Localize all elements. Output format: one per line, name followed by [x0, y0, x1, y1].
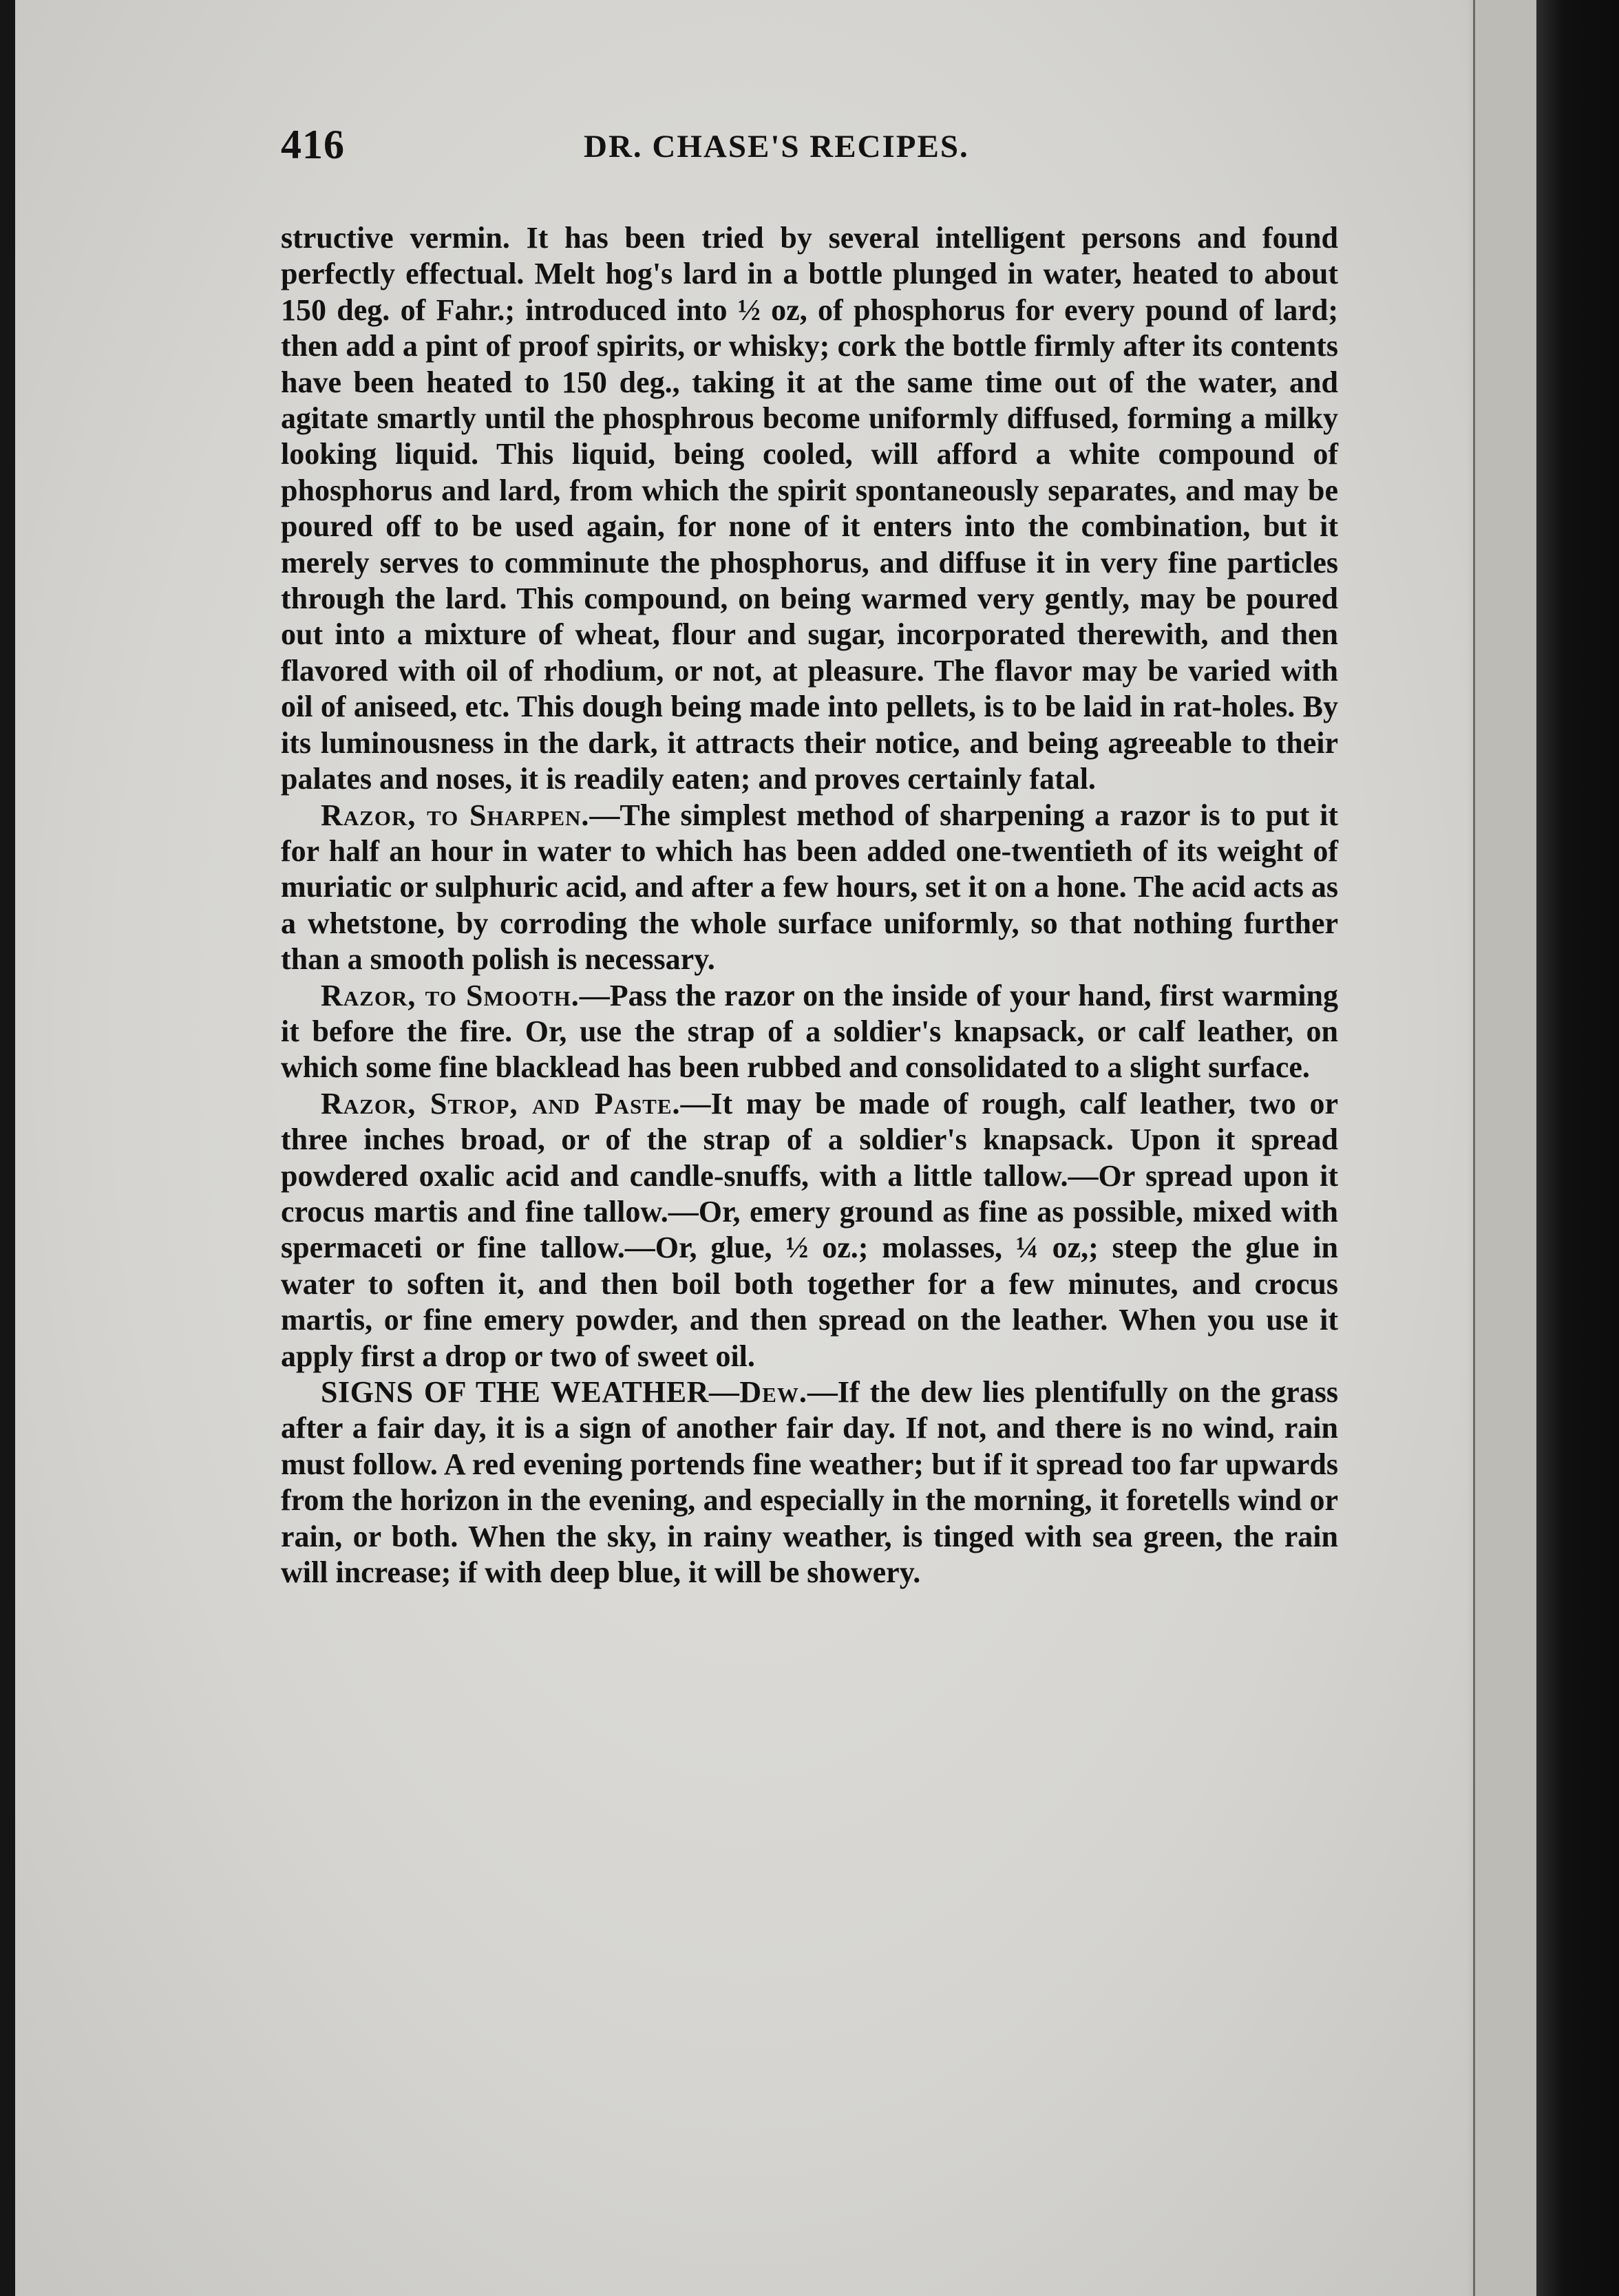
paragraph-razor-smooth [281, 978, 1338, 1086]
paragraph-text: —Pass the razor on the inside of your hand, first warming it before the fire. Or, use the strap of a soldier's knapsack, or calf leather, on which some fine blacklead has been rubbed and consolidated to a slight surface. [281, 978, 1338, 1085]
entry-heading: Razor, to Smooth. [321, 978, 580, 1012]
paragraph-vermin-continued [281, 220, 1338, 798]
paragraph-text: —If the dew lies plentifully on the grass after a fair day, it is a sign of another fair day. If not, and there is no wind, rain must follow. A red evening portends fine weather; but if it spread too far upwards from the horizon in the evening, and especially in the morning, it foretells wind or rain, or both. When the sky, in rainy weather, is tinged with sea green, the rain will increase; if with deep blue, it will be showery. [281, 1375, 1338, 1590]
entry-heading: Dew. [739, 1375, 807, 1409]
paragraph-text: —It may be made of rough, calf leather, two or three inches broad, or of the strap of a soldier's knapsack. Upon it spread powdered oxalic acid and candle-snuffs, with a little tallow.—Or spread upon it crocus martis and fine tallow.—Or, emery ground as fine as possible, mixed with spermaceti or fine tallow.—Or, glue, ½ oz.; molasses, ¼ oz,; steep the glue in water to soften it, and then boil both together for a few minutes, and crocus martis, or fine emery powder, and then spread on the leather. When you use it apply first a drop or two of sweet oil. [281, 1086, 1338, 1373]
running-head: DR. CHASE'S RECIPES. [584, 129, 969, 164]
page-number: 416 [281, 122, 345, 167]
paragraph-weather-signs [281, 1374, 1338, 1591]
page-header [281, 121, 1355, 183]
section-heading: SIGNS OF THE WEATHER— [321, 1375, 740, 1409]
scan-border-left [0, 0, 15, 2296]
body-text [281, 220, 1338, 1591]
entry-heading: Razor, Strop, and Paste. [321, 1086, 681, 1120]
paragraph-razor-sharpen [281, 798, 1338, 978]
paragraph-text: structive vermin. It has been tried by several intelligent persons and found perfectly effectual. Melt hog's lard in a bottle plunged in water, heated to about 150 deg. of Fahr.; introduced into ½ oz, of phosphorus for every pound of lard; then add a pint of proof spirits, or whisky; cork the bottle firmly after its contents have been heated to 150 deg., taking it at the same time out of the water, and agitate smartly until the phosphrous become uniformly diffused, forming a milky looking liquid. This liquid, being cooled, will afford a white compound of phosphorus and lard, from which the spirit spontaneously separates, and may be poured off to be used again, for none of it enters into the combination, but it merely serves to comminute the phosphorus, and diffuse it in very fine particles through the lard. This compound, on being warmed very gently, may be poured out into a mixture of wheat, flour and sugar, incorporated therewith, and then flavored with oil of rhodium, or not, at pleasure. The flavor may be varied with oil of aniseed, etc. This dough being made into pellets, is to be laid in rat-holes. By its luminousness in the dark, it attracts their notice, and being agreeable to their palates and noses, it is readily eaten; and proves certainly fatal. [281, 221, 1338, 796]
adjacent-page-edge [1473, 0, 1537, 2296]
entry-heading: Razor, to Sharpen. [321, 798, 590, 832]
paragraph-text: —The simplest method of sharpening a razor is to put it for half an hour in water to which has been added one-twentieth of its weight of muriatic or sulphuric acid, and after a few hours, set it on a hone. The acid acts as a whetstone, by corroding the whole surface uniformly, so that nothing further than a smooth polish is necessary. [281, 798, 1338, 977]
paragraph-razor-strop [281, 1086, 1338, 1374]
scan-border-right [1536, 0, 1619, 2296]
